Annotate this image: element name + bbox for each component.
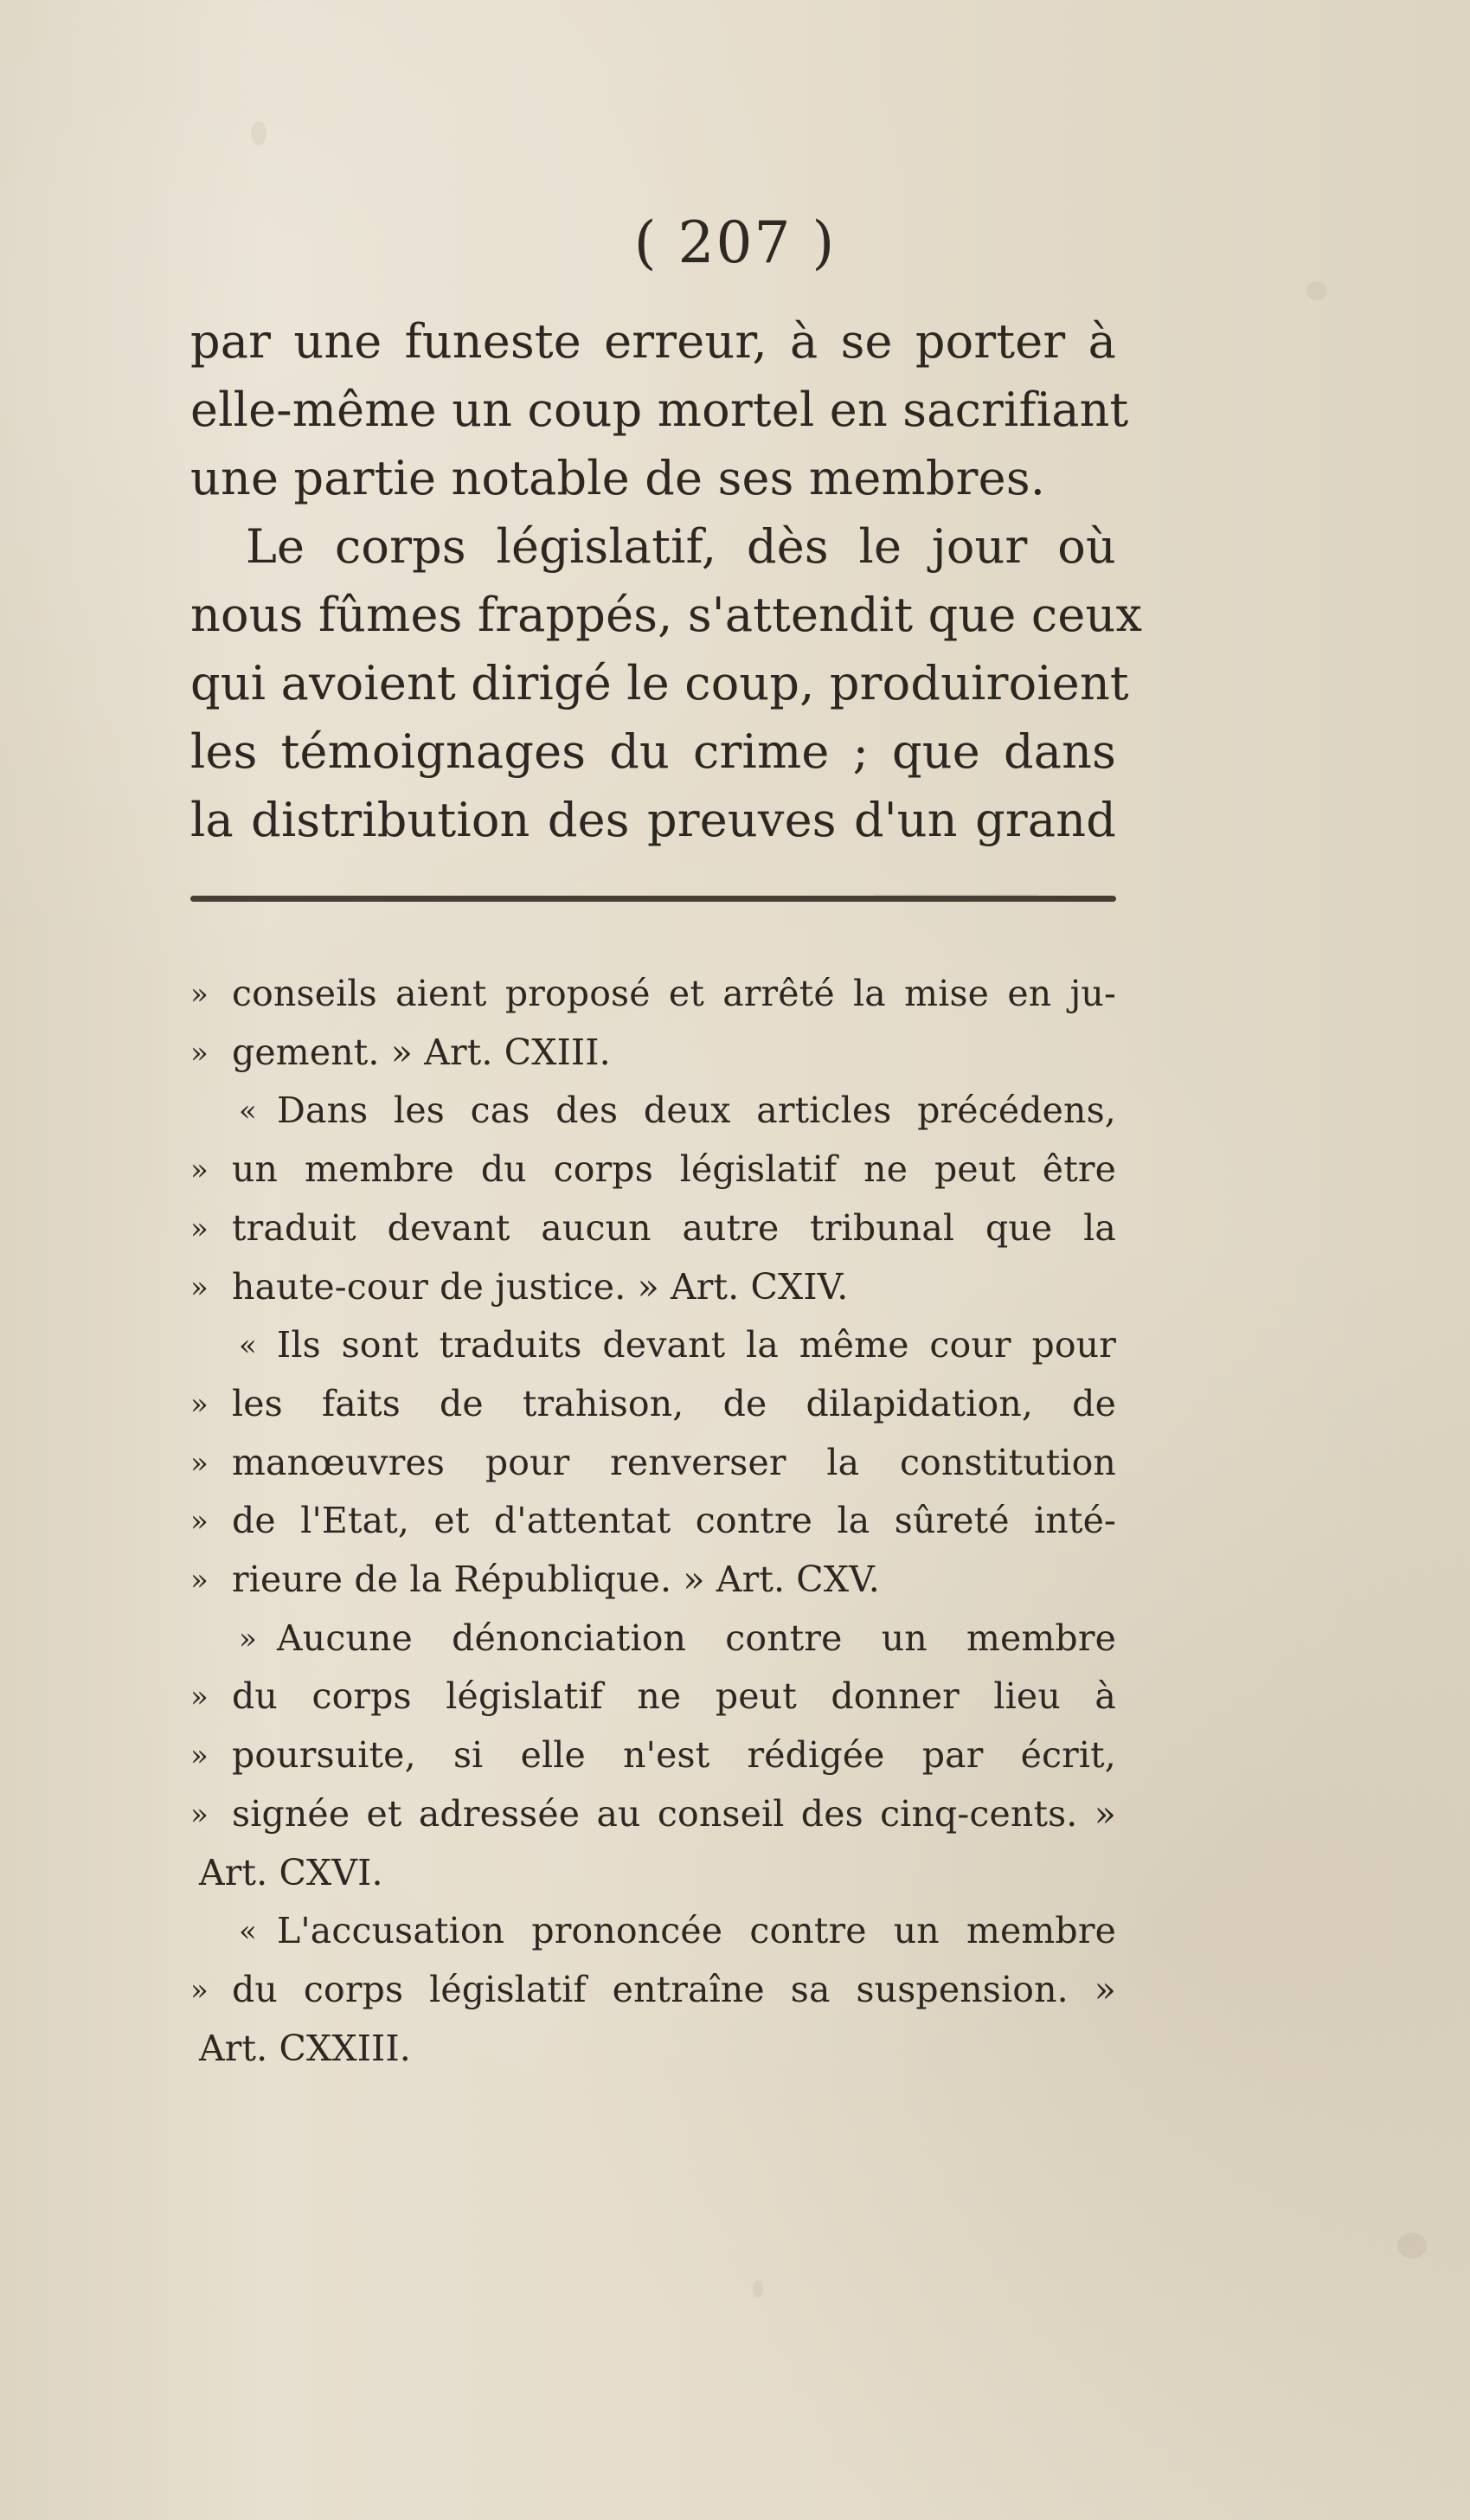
- quoted-text: les faits de trahison, de dilapidation, de: [232, 1382, 1116, 1424]
- text-line: une partie notable de ses membres.: [190, 451, 1046, 505]
- quote-mark: »: [190, 1270, 209, 1305]
- quoted-text: signée et adressée au conseil des cinq-cents. »: [232, 1792, 1116, 1835]
- quoted-line: [190, 1902, 1116, 1961]
- quoted-text: du corps législatif entraîne sa suspension. »: [232, 1968, 1116, 2010]
- quoted-line: [190, 1610, 1116, 1668]
- quoted-text: rieure de la République. » Art. CXV.: [232, 1559, 880, 1601]
- quoted-line: [190, 1668, 1116, 1726]
- quoted-text: Ils sont traduits devant la même cour pour: [277, 1324, 1116, 1366]
- section-divider: [190, 896, 1116, 902]
- quote-mark: «: [239, 1094, 257, 1129]
- quoted-line: [190, 1726, 1116, 1785]
- text-line: nous fûmes frappés, s'attendit que ceux: [190, 588, 1143, 642]
- quoted-text: poursuite, si elle n'est rédigée par écrit,: [232, 1734, 1116, 1777]
- quote-mark: »: [190, 1563, 209, 1598]
- quoted-text: traduit devant aucun autre tribunal que la: [232, 1206, 1116, 1249]
- quoted-line: [190, 2020, 1116, 2079]
- quote-mark: »: [190, 1445, 209, 1481]
- paper-stain: [753, 2280, 763, 2298]
- quote-mark: »: [190, 1504, 209, 1540]
- quoted-text: Art. CXXIII.: [199, 2027, 411, 2069]
- faint-rule: [874, 894, 1038, 896]
- quoted-line: [190, 1258, 1116, 1317]
- text-line: les témoignages du crime ; que dans: [190, 724, 1116, 779]
- quoted-line: [190, 1844, 1116, 1903]
- text-line: elle-même un coup mortel en sacrifiant: [190, 382, 1129, 437]
- quoted-articles: [190, 965, 1116, 2078]
- quoted-text: Aucune dénonciation contre un membre: [277, 1617, 1116, 1659]
- quoted-line: [190, 1024, 1116, 1083]
- quoted-text: Art. CXVI.: [199, 1851, 383, 1893]
- quoted-text: conseils aient proposé et arrêté la mise en ju-: [232, 973, 1116, 1014]
- quoted-line: [190, 1316, 1116, 1375]
- quoted-line: [190, 1434, 1116, 1493]
- quoted-text: du corps législatif ne peut donner lieu à: [232, 1675, 1116, 1718]
- text-line: qui avoient dirigé le coup, produiroient: [190, 656, 1129, 710]
- quoted-text: manœuvres pour renverser la constitution: [232, 1441, 1116, 1483]
- quote-mark: »: [190, 1739, 209, 1774]
- quoted-line: [190, 1199, 1116, 1258]
- text-line: par une funeste erreur, à se porter à: [190, 314, 1116, 369]
- paper-stain: [1397, 2233, 1427, 2259]
- quote-mark: »: [190, 1211, 209, 1246]
- quote-mark: »: [190, 1972, 209, 2008]
- main-paragraph: [190, 307, 1143, 854]
- paper-stain: [251, 121, 266, 145]
- quoted-text: Dans les cas des deux articles précédens,: [277, 1090, 1116, 1132]
- text-line: Le corps législatif, dès le jour où: [246, 519, 1116, 574]
- quoted-line: [190, 1375, 1116, 1434]
- page-number: ( 207 ): [633, 209, 837, 276]
- quote-mark: »: [190, 1680, 209, 1715]
- quoted-text: un membre du corps législatif ne peut être: [232, 1148, 1116, 1191]
- quote-mark: »: [190, 977, 209, 1012]
- quoted-line: [190, 1961, 1116, 2020]
- quoted-text: haute-cour de justice. » Art. CXIV.: [232, 1265, 849, 1308]
- quoted-text: gement. » Art. CXIII.: [232, 1031, 611, 1073]
- paper-stain: [1306, 281, 1327, 300]
- quote-mark: »: [190, 1386, 209, 1422]
- quoted-text: L'accusation prononcée contre un membre: [277, 1910, 1116, 1952]
- quote-mark: «: [239, 1328, 257, 1364]
- quote-mark: »: [239, 1621, 257, 1656]
- quote-mark: »: [190, 1035, 209, 1070]
- quoted-line: [190, 1141, 1116, 1199]
- quoted-line: [190, 1492, 1116, 1551]
- quoted-line: [190, 1785, 1116, 1844]
- text-line: la distribution des preuves d'un grand: [190, 793, 1116, 847]
- quoted-text: de l'Etat, et d'attentat contre la sûreté inté-: [232, 1500, 1116, 1542]
- quoted-line: [190, 1082, 1116, 1141]
- quote-mark: »: [190, 1153, 209, 1188]
- quoted-line: [190, 1551, 1116, 1610]
- quoted-line: [190, 965, 1116, 1024]
- quote-mark: »: [190, 1797, 209, 1832]
- quote-mark: «: [239, 1914, 257, 1950]
